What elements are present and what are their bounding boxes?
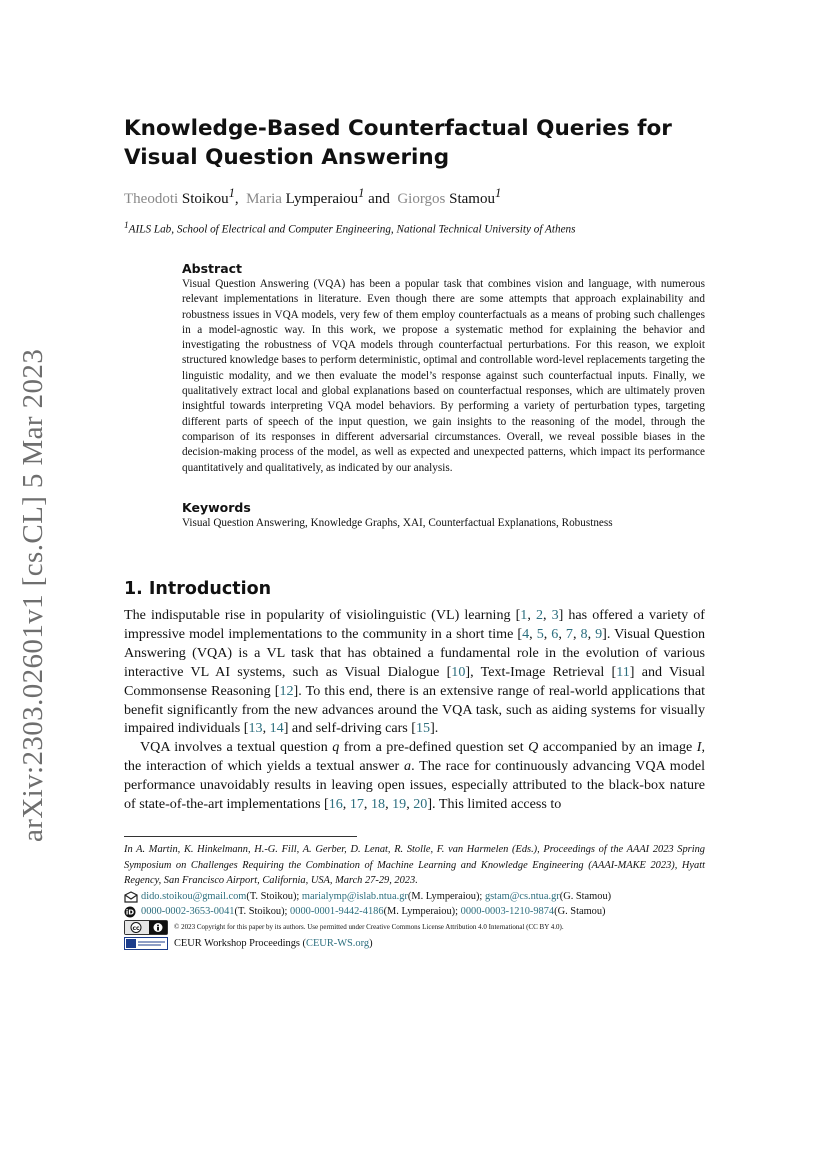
author-family-name: Stamou xyxy=(449,191,495,207)
orcid-link[interactable]: 0000-0002-3653-0041 xyxy=(141,906,235,918)
proceedings-note: In A. Martin, K. Hinkelmann, H.-G. Fill, A. Gerber, D. Lenat, R. Stolle, F. van Harmelen (Eds.), Proceedings of the AAAI 2023 Spring Symposium on Challenges Requiring the Combination of Machine Learning and Knowledge Engineering (AAAI-MAKE 2023), Hyatt Regency, San Francisco Airport, California, USA, March 27-29, 2023. xyxy=(124,844,705,887)
copyright-text: © 2023 Copyright for this paper by its authors. Use permitted under Creative Commons License Attribution 4.0 International (CC BY 4.0). xyxy=(174,922,564,931)
abstract-text: Visual Question Answering (VQA) has been a popular task that combines vision and language, with numerous relevant implementations in literature. Even though there are some attempts that approach explainability and robustness issues in VQA models, very few of them employ counterfactuals as a means of probing such challenges in a model-agnostic way. In this work, we propose a systematic method for explaining the behavior and investigating the robustness of VQA models through counterfactual perturbations. For this reason, we exploit structured knowledge bases to perform deterministic, optimal and controllable word-level replacements targeting the linguistic modality, and we then evaluate the model’s response against such counterfactual inputs. Finally, we qualitatively extract local and global explanations based on counterfactual responses, which are ultimately proven insightful towards interpreting VQA model behaviors. By performing a variety of perturbation types, targeting different parts of speech of the input question, we gain insights to the reasoning of the model, through the comparison of its responses in different adversarial circumstances. Overall, we reveal possible biases in the decision-making process of the model, as well as expected and unexpected patterns, which impact its performance quantitatively and qualitatively, as indicated by our analysis. xyxy=(182,278,705,474)
citation-link[interactable]: 9 xyxy=(595,625,603,642)
citation-link[interactable]: 2 xyxy=(535,607,543,623)
abstract-section xyxy=(182,261,705,476)
ceur-line: CEUR Workshop Proceedings ( CEUR-WS.org ) xyxy=(124,936,705,952)
abstract-heading: Abstract xyxy=(182,261,243,276)
citation-link[interactable]: 7 xyxy=(565,625,573,642)
citation-link[interactable]: 4 xyxy=(522,625,530,642)
citation-link[interactable]: 8 xyxy=(580,625,588,642)
email-link[interactable]: marialymp@islab.ntua.gr xyxy=(301,890,408,902)
envelope-icon xyxy=(124,891,138,903)
author-given-name: Giorgos xyxy=(397,191,446,207)
author-family-name: Stoikou xyxy=(181,191,229,207)
citation-link[interactable]: 13 xyxy=(248,720,263,737)
citation-link[interactable]: 3 xyxy=(551,607,559,623)
email-link[interactable]: gstam@cs.ntua.gr xyxy=(484,890,560,902)
ceur-link[interactable]: CEUR-WS.org xyxy=(306,937,370,949)
paragraph-1: The indisputable rise in popularity of visiolinguistic (VL) learning [1, 2, 3] has offered a variety of impressive model implementations to the community in a short time [4, 5, 6, 7, 8, 9]. Visual Question Answering (VQA) is a VL task that has obtained a fundamental role in the evolution of various interactive VL AI systems, such as Visual Dialogue [10], Text-Image Retrieval [11] and Visual Commonsense Reasoning [12]. To this end, there is an extensive range of real-world applications that benefit significantly from the new advances around the VQA task, such as aiding systems for visually impaired individuals [13, 14] and self-driving cars [15]. xyxy=(124,607,706,737)
author-affil-mark: 1 xyxy=(228,186,235,200)
citation-link[interactable]: 19 xyxy=(392,796,407,813)
citation-link[interactable]: 17 xyxy=(349,796,364,813)
email-link[interactable]: dido.stoikou@gmail.com xyxy=(141,890,247,902)
affiliation-text: AILS Lab, School of Electrical and Computer Engineering, National Technical University of Athens xyxy=(128,223,576,236)
citation-link[interactable]: 12 xyxy=(279,682,294,699)
author-family-name: Lymperaiou xyxy=(285,191,359,207)
svg-text:cc: cc xyxy=(132,925,140,933)
orcid-line: iD 0000-0002-3653-0041 (T. Stoikou); 0000-0001-9442-4186 (M. Lymperaiou); 0000-0003-1210-9874 (G. Stamou) xyxy=(124,904,705,920)
author-separator: , xyxy=(234,191,239,207)
citation-link[interactable]: 14 xyxy=(269,720,284,737)
citation-link[interactable]: 11 xyxy=(616,663,630,680)
citation-link[interactable]: 6 xyxy=(551,625,559,642)
citation-link[interactable]: 16 xyxy=(328,796,343,813)
section-heading-introduction: 1. Introduction xyxy=(124,579,272,599)
orcid-link[interactable]: 0000-0001-9442-4186 xyxy=(290,906,384,918)
citation-link[interactable]: 1 xyxy=(520,607,528,623)
citation-link[interactable]: 18 xyxy=(370,796,386,813)
arxiv-stamp: arXiv:2303.02601v1 [cs.CL] 5 Mar 2023 xyxy=(17,348,49,842)
author-affil-mark: 1 xyxy=(494,186,502,200)
ceur-text: CEUR Workshop Proceedings ( xyxy=(174,937,307,949)
introduction-body xyxy=(124,606,705,814)
citation-link[interactable]: 15 xyxy=(416,720,431,737)
email-line: dido.stoikou@gmail.com (T. Stoikou); marialymp@islab.ntua.gr (M. Lymperaiou); gstam@cs.ntua.gr (G. Stamou) xyxy=(124,889,705,905)
footnote-block xyxy=(124,842,705,951)
copyright-line xyxy=(124,920,705,936)
citation-link[interactable]: 10 xyxy=(451,663,466,680)
keywords-text: Visual Question Answering, Knowledge Graphs, XAI, Counterfactual Explanations, Robustness xyxy=(182,517,613,529)
cc-by-icon xyxy=(124,920,168,935)
author-given-name: Maria xyxy=(246,191,282,207)
author-separator: and xyxy=(368,191,390,207)
paragraph-2: VQA involves a textual question q from a pre-defined question set Q accompanied by an image I, the interaction of which yields a textual answer a. The race for continuously advancing VQA model performance unavoidably results in leaving open issues, especially attributed to the black-box nature of state-of-the-art implementations [16, 17, 18, 19, 20]. This limited access to xyxy=(124,739,705,813)
author-given-name: Theodoti xyxy=(124,191,179,207)
footnote-divider xyxy=(124,836,357,837)
author-affil-mark: 1 xyxy=(358,186,365,200)
keywords-section xyxy=(182,500,705,531)
affiliation-mark: 1 xyxy=(124,221,129,231)
citation-link[interactable]: 5 xyxy=(536,625,544,642)
author-list xyxy=(124,186,501,208)
orcid-link[interactable]: 0000-0003-1210-9874 xyxy=(460,906,555,918)
keywords-heading: Keywords xyxy=(182,500,251,515)
paper-title: Knowledge-Based Counterfactual Queries for Visual Question Answering xyxy=(124,116,672,170)
svg-text:iD: iD xyxy=(125,908,135,917)
affiliation xyxy=(124,221,576,236)
citation-link[interactable]: 20 xyxy=(413,796,428,813)
orcid-icon xyxy=(124,906,138,918)
ceur-logo-icon xyxy=(124,937,168,950)
